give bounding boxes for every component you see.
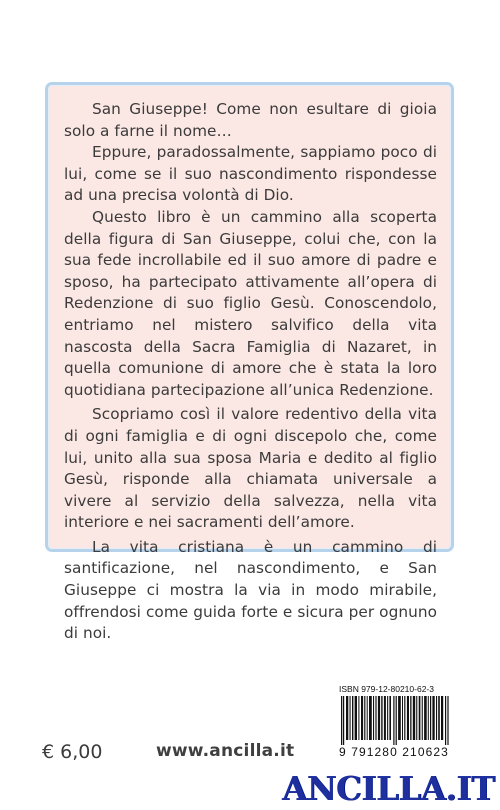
website-link[interactable]: www.ancilla.it: [156, 741, 295, 761]
paragraph-5: La vita cristiana è un cammino di santificazione, nel nascondimento, e San Giuseppe ci mostra la via in modo mirabile, offrendosi come guida forte e sicura per ognuno di noi.: [64, 537, 437, 643]
paragraph-1: San Giuseppe! Come non esultare di gioia solo a farne il nome…: [64, 100, 437, 140]
price-label: € 6,00: [42, 741, 103, 763]
watermark-text: ANCILLA.IT: [282, 770, 495, 808]
paragraph-2: Eppure, paradossalmente, sappiamo poco di lui, come se il suo nascondimento rispondesse ad una precisa volontà di Dio.: [64, 143, 437, 205]
description-text: [64, 99, 437, 645]
watermark-logo: [281, 770, 500, 810]
barcode-icon: [339, 696, 451, 746]
paragraph-4: Scopriamo così il valore redentivo della vita di ogni famiglia e di ogni discepolo che, come lui, unito alla sua sposa Maria e dedito al figlio Gesù, risponde alla chiamata universale a vivere al servizio della salvezza, nella vita interiore e nei sacramenti dell’amore.: [64, 405, 437, 532]
isbn-block: [339, 684, 451, 772]
isbn-label: ISBN 979-12-80210-62-3: [339, 684, 434, 694]
barcode-digits: 9 791280 210623: [339, 745, 449, 759]
description-panel: [45, 82, 454, 643]
paragraph-3: Questo libro è un cammino alla scoperta della figura di San Giuseppe, colui che, con la sua fede incrollabile ed il suo amore di padre e sposo, ha partecipato attivamente all’opera di Redenzione di suo figlio Gesù. Conoscendolo, entriamo nel mistero salvifico della vita nascosta della Sacra Famiglia di Nazaret, in quella comunione di amore che è stata la loro quotidiana partecipazione all’unica Redenzione.: [64, 207, 437, 399]
